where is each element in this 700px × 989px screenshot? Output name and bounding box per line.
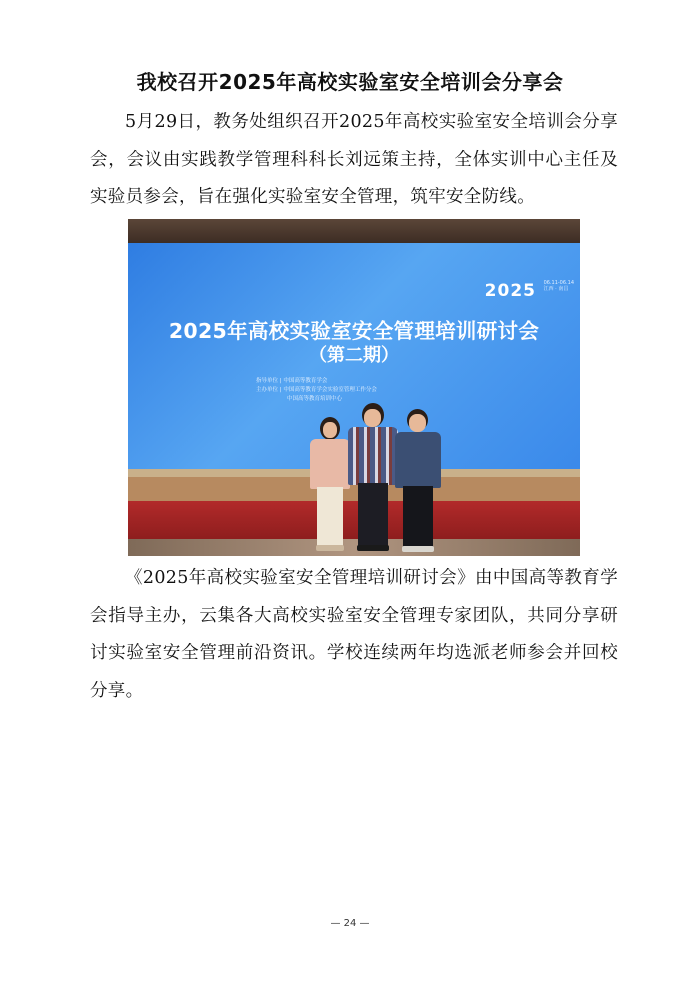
person-middle bbox=[348, 403, 398, 555]
page-number: — 24 — bbox=[330, 918, 370, 929]
person-legs bbox=[403, 486, 433, 548]
screen-title: 2025年高校实验室安全管理培训研讨会 bbox=[168, 319, 540, 343]
photo-ceiling bbox=[128, 219, 580, 245]
person-face bbox=[364, 409, 381, 427]
document-title: 我校召开2025年高校实验室安全培训会分享会 bbox=[136, 70, 564, 94]
person-shoes bbox=[402, 546, 434, 552]
person-torso bbox=[310, 439, 350, 489]
screen-date-line-2: 江西 · 南昌 bbox=[543, 286, 569, 292]
event-photo bbox=[128, 219, 580, 556]
screen-subtitle: （第二期） bbox=[309, 345, 399, 366]
person-face bbox=[409, 414, 426, 432]
person-legs bbox=[317, 487, 343, 547]
paragraph-detail: 《2025年高校实验室安全管理培训研讨会》由中国高等教育学会指导主办，云集各大高校实验室安全管理专家团队，共同分享研讨实验室安全管理前沿资讯。学校连续两年均选派老师参会并回校分享。 bbox=[90, 568, 618, 701]
paragraph-intro: 5月29日，教务处组织召开2025年高校实验室安全培训会分享会，会议由实践教学管理科科长刘远策主持，全体实训中心主任及实验员参会，旨在强化实验室安全管理，筑牢安全防线。 bbox=[90, 112, 618, 207]
screen-date bbox=[544, 280, 574, 292]
person-shoes bbox=[316, 545, 344, 551]
screen-year: 2025 bbox=[484, 281, 536, 301]
screen-organizer-line: 指导单位 | 中国高等教育学会 bbox=[256, 378, 328, 384]
person-torso bbox=[348, 427, 398, 485]
person-torso bbox=[395, 432, 441, 488]
person-shoes bbox=[357, 545, 389, 551]
person-face bbox=[323, 422, 337, 438]
person-legs bbox=[358, 483, 388, 547]
screen-organizer-line: 主办单位 | 中国高等教育学会实验室管理工作分会 bbox=[256, 387, 377, 393]
screen-date-line-1: 06.11-06.14 bbox=[543, 280, 574, 286]
person-right bbox=[394, 409, 442, 555]
screen-organizer-line: 中国高等教育培训中心 bbox=[287, 396, 343, 402]
screen-organizers bbox=[256, 377, 377, 404]
